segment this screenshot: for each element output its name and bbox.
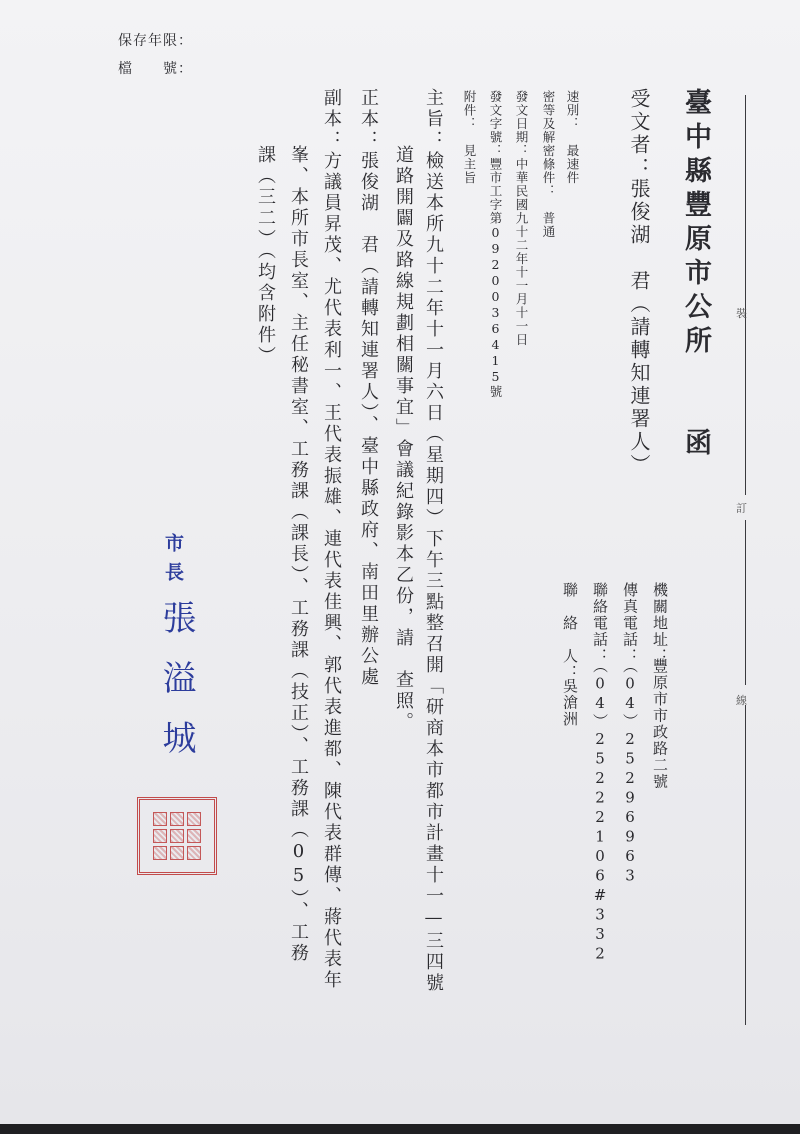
fax-label: 傳真電話：	[621, 582, 639, 665]
binding-line-middle	[745, 520, 746, 685]
binding-mark-xian: 線	[736, 694, 747, 707]
contact-person-label: 聯 絡 人：	[561, 582, 579, 681]
address-value: 豐原市市政路二號	[651, 658, 669, 790]
issue-date-field: 發文日期：中華民國九十二年十一月十一日	[514, 90, 529, 347]
scan-bottom-edge	[0, 1124, 800, 1134]
file-number: 檔 號：	[118, 61, 193, 77]
phone-value: （04）25222106#332	[591, 658, 609, 964]
subject-line-2: 道路開闢及路線規劃相關事宜」會議紀錄影本乙份，請 查照。	[393, 145, 414, 733]
recipient-label: 受文者：	[627, 88, 651, 180]
retention-period: 保存年限：	[118, 33, 193, 49]
mayor-name: 張溢城	[156, 600, 196, 780]
document-title: 臺中縣豐原市公所 函	[680, 88, 711, 462]
binding-line-top	[745, 95, 746, 495]
speed-field: 速別： 最速件	[565, 90, 580, 185]
secrecy-field: 密等及解密條件： 普通	[541, 90, 556, 239]
document-number-field: 發文字號：豐市工字第0920036415號	[488, 90, 503, 399]
binding-line-bottom	[745, 705, 746, 1025]
binding-mark-zhuang: 裝	[736, 307, 747, 320]
mayor-title: 市長	[162, 533, 184, 591]
recipient-value: 張俊湖 君（請轉知連署人）	[627, 178, 651, 477]
subject-line-1: 主旨：檢送本所九十二年十一月六日（星期四）下午三點整召開「研商本市都市計畫十一—三四號	[423, 88, 444, 994]
address-label: 機關地址：	[651, 582, 669, 665]
binding-mark-ding: 訂	[736, 502, 747, 515]
carbon-copy-line-1: 副本：方議員昇茂、尤代表利一、王代表振雄、連代表佳興、郭代表進都、陳代表群傳、蔣代表年	[321, 88, 342, 991]
official-seal-stamp	[137, 797, 217, 875]
phone-label: 聯絡電話：	[591, 582, 609, 665]
carbon-copy-line-3: 課（三二）（均含附件）	[255, 145, 276, 367]
carbon-copy-line-2: 峯、本所市長室、主任秘書室、工務課（課長）、工務課（技正）、工務課（05）、工務	[288, 145, 309, 964]
attachment-field: 附件： 見主旨	[462, 90, 477, 185]
contact-person-value: 吳滄洲	[561, 678, 579, 728]
main-copy: 正本：張俊湖 君（請轉知連署人）、臺中縣政府、南田里辦公處	[358, 88, 379, 688]
fax-value: （04）25296963	[621, 658, 639, 886]
